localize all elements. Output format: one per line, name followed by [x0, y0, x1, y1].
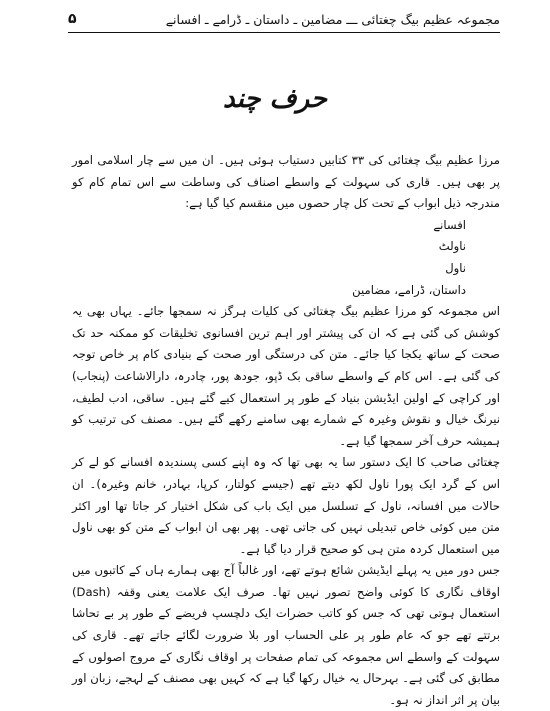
list-item: ناول	[445, 260, 466, 275]
running-header	[68, 8, 500, 30]
header-rule	[68, 32, 500, 33]
body-paragraph: جس دور میں یہ پہلے ایڈیشن شائع ہوتے تھے، اور غالباً آج بھی ہمارے ہاں کے کاتبوں میں اوقاف نگاری کا کوئی واضح تصور نہیں تھا۔ صرف ایک علامت یعنی وقفہ (Dash) استعمال ہوتی تھی کہ جس کو کاتب حضرات ایک دلچسپ فریضے کے طور پر بے تحاشا برتتے تھے جو کہ عام طور پر علی الحساب اور بلا ضرورت لگائے جاتے تھے۔ قاری کی سہولت کے واسطے اس مجموعہ کی تمام صفحات پر اوقاف نگاری کے مروج اصولوں کے مطابق کی گئی ہے۔ بہرحال یہ خیال رکھا گیا ہے کہ کہیں بھی مصنف کے لہجے، زبان اور بیان پر اثر انداز نہ ہو۔	[72, 563, 500, 707]
body-text	[72, 150, 500, 711]
chapter-title: حرف چند	[223, 84, 327, 114]
list-item: افسانے	[433, 217, 466, 232]
running-header-title: مجموعہ عظیم بیگ چغتائی ـــ مضامین ـ داستان ـ ڈرامے ـ افسانے	[165, 11, 500, 27]
list-item: داستان، ڈرامے، مضامین	[352, 282, 466, 297]
body-paragraph: اس مجموعہ کو مرزا عظیم بیگ چغتائی کی کلیات ہرگز نہ سمجھا جائے۔ یہاں بھی یہ کوشش کی گئی ہے کہ ان کی پیشتر اور اہم ترین افسانوی تخلیقات کو ممکنہ حد تک صحت کے ساتھ یکجا کیا جائے۔ متن کی درستگی اور صحت کے بنیادی کام پر خاص توجہ کی گئی ہے۔ اس کام کے واسطے ساقی بک ڈپو، جودھ پور، چادرہ، دارالاشاعت (پنجاب) اور کراچی کے اولین ایڈیشن بنیاد کے طور پر استعمال کیے گئے ہیں۔ ساقی، ادب لطیف، نیرنگ خیال و نقوش وغیرہ کے شمارے بھی سامنے رکھے گئے ہیں۔ مصنف کی ترتیب کو ہمیشہ حرف آخر سمجھا گیا ہے۔	[72, 304, 500, 448]
section-list	[72, 215, 500, 301]
intro-paragraph: مرزا عظیم بیگ چغتائی کی ۳۳ کتابیں دستیاب ہوئی ہیں۔ ان میں سے چار اسلامی امور پر بھی ہیں۔ قاری کی سہولت کے واسطے اصناف کی وساطت سے اس تمام کام کو مندرجہ ذیل ابواب کے تحت کل چار حصوں میں منقسم کیا گیا ہے:	[72, 153, 500, 211]
list-item: ناولٹ	[438, 239, 466, 254]
page-number: ۵	[68, 11, 77, 27]
body-paragraph: چغتائی صاحب کا ایک دستور سا یہ بھی تھا کہ وہ اپنے کسی پسندیدہ افسانے کو لے کر اس کے گرد ایک پورا ناول لکھ دیتے تھے (جیسے کولتار، کرپا، بہادر، خانم وغیرہ)۔ ان حالات میں افسانہ، ناول کے تسلسل میں ایک باب کی شکل اختیار کر جاتا تھا اور اکثر متن میں کوئی خاص تبدیلی نہیں کی جاتی تھی۔ پھر بھی ان ابواب کے متن کو بھی ناول میں استعمال کردہ متن ہی کو صحیح قرار دیا گیا ہے۔	[72, 455, 500, 556]
